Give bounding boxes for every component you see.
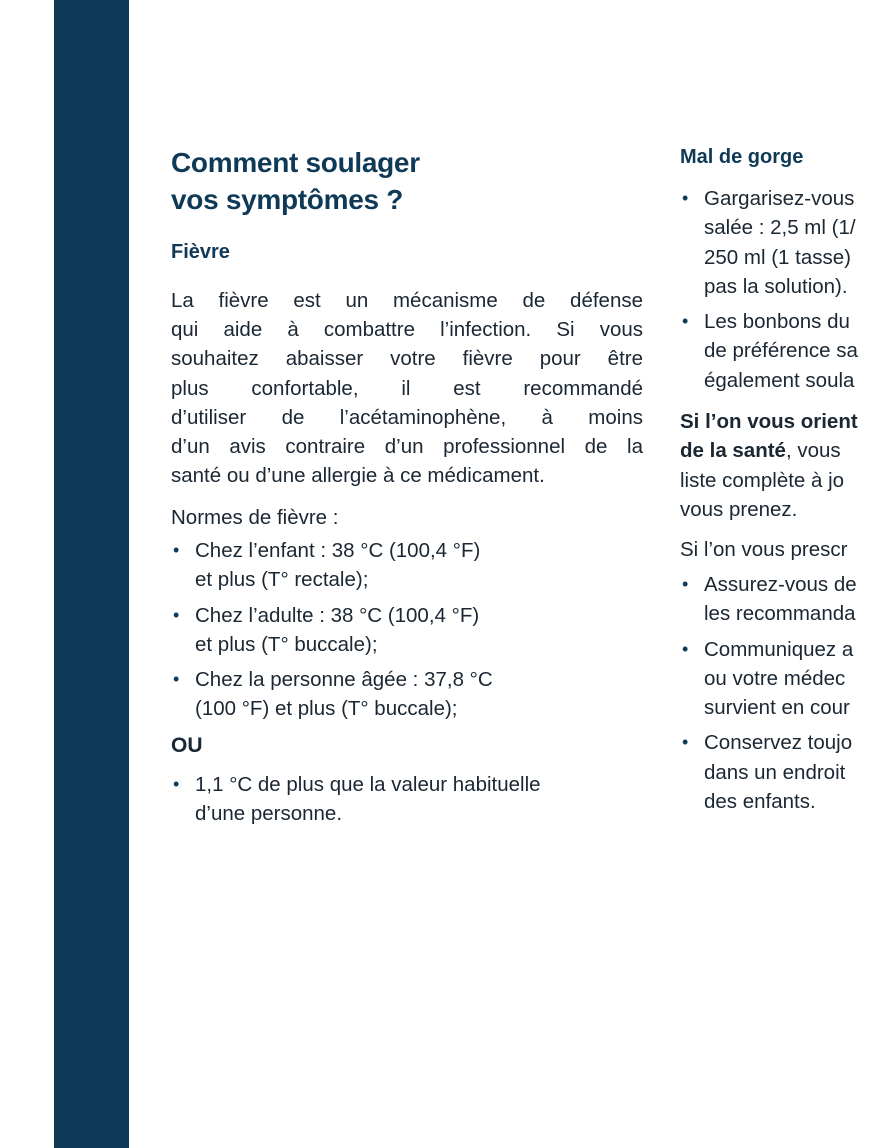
bullet-icon: • <box>173 774 180 794</box>
prescription-intro: Si l’on vous prescr <box>680 538 848 561</box>
item-line: Communiquez a <box>704 637 854 661</box>
item-line: également soula <box>704 368 855 392</box>
item-line: d’une personne. <box>195 802 343 826</box>
item-line: (100 °F) et plus (T° buccale); <box>195 697 458 721</box>
list-item <box>680 307 858 395</box>
para-line: plus confortable, il est recommandé <box>171 376 643 400</box>
normes-label: Normes de fièvre : <box>171 506 339 529</box>
item-line: Chez l’adulte : 38 °C (100,4 °F) <box>195 603 480 627</box>
para-text: , vous <box>785 439 841 463</box>
right-column <box>680 0 880 1148</box>
bullet-icon: • <box>173 604 180 625</box>
bullet-icon: • <box>173 540 180 560</box>
item-line: les recommanda <box>704 602 856 626</box>
item-line: Chez la personne âgée : 37,8 °C <box>195 668 493 692</box>
item-line: 1,1 °C de plus que la valeur habituelle <box>195 773 541 796</box>
list-item <box>171 536 493 595</box>
item-line: 250 ml (1 tasse) <box>704 245 851 269</box>
section-heading-fievre: Fièvre <box>171 241 230 263</box>
item-line: Conservez toujo <box>704 731 853 755</box>
para-line: santé ou d’une allergie à ce médicament. <box>171 464 545 488</box>
item-line: Assurez-vous de <box>704 573 857 596</box>
list-item <box>680 570 857 629</box>
bullet-icon: • <box>682 732 689 753</box>
item-line: Gargarisez-vous <box>704 187 855 210</box>
para-line: d’utiliser de l’acétaminophène, à moins <box>171 405 643 429</box>
item-line: dans un endroit <box>704 760 846 784</box>
orientation-paragraph <box>680 407 880 524</box>
list-item <box>171 770 541 829</box>
bullet-icon: • <box>682 311 689 332</box>
item-line: survient en cour <box>704 696 850 720</box>
bullet-icon: • <box>682 188 689 208</box>
side-color-bar <box>54 0 129 1148</box>
item-line: salée : 2,5 ml (1/ <box>704 216 856 240</box>
para-line: qui aide à combattre l’infection. Si vous <box>171 318 643 342</box>
title-line-2: vos symptômes ? <box>171 184 404 215</box>
para-text: liste complète à jo <box>680 468 845 492</box>
para-line: d’un avis contraire d’un professionnel de la <box>171 435 643 459</box>
normes-list <box>171 536 493 730</box>
fievre-paragraph <box>171 286 643 490</box>
ou-list <box>171 770 541 829</box>
prescription-list <box>680 570 857 822</box>
bold-text: de la santé <box>680 439 786 463</box>
item-line: et plus (T° rectale); <box>195 568 369 592</box>
list-item <box>680 184 858 301</box>
item-line: Les bonbons du <box>704 310 850 334</box>
para-text: vous prenez. <box>680 497 798 521</box>
list-item <box>680 728 857 816</box>
item-line: et plus (T° buccale); <box>195 632 378 656</box>
page-title <box>171 144 420 218</box>
gorge-list <box>680 184 858 401</box>
item-line: pas la solution). <box>704 274 848 298</box>
list-item <box>680 635 857 723</box>
title-line-1: Comment soulager <box>171 147 420 178</box>
list-item <box>171 601 493 660</box>
item-line: Chez l’enfant : 38 °C (100,4 °F) <box>195 539 481 562</box>
section-heading-mal-de-gorge: Mal de gorge <box>680 146 804 168</box>
list-item <box>171 665 493 724</box>
para-line: La fièvre est un mécanisme de défense <box>171 289 643 312</box>
bold-text: Si l’on vous orient <box>680 410 858 433</box>
para-line: souhaitez abaisser votre fièvre pour être <box>171 347 643 371</box>
bullet-icon: • <box>173 669 180 690</box>
item-line: ou votre médec <box>704 666 846 690</box>
bullet-icon: • <box>682 638 689 659</box>
bullet-icon: • <box>682 574 689 594</box>
item-line: des enfants. <box>704 790 816 814</box>
item-line: de préférence sa <box>704 339 858 363</box>
ou-label: OU <box>171 734 203 757</box>
